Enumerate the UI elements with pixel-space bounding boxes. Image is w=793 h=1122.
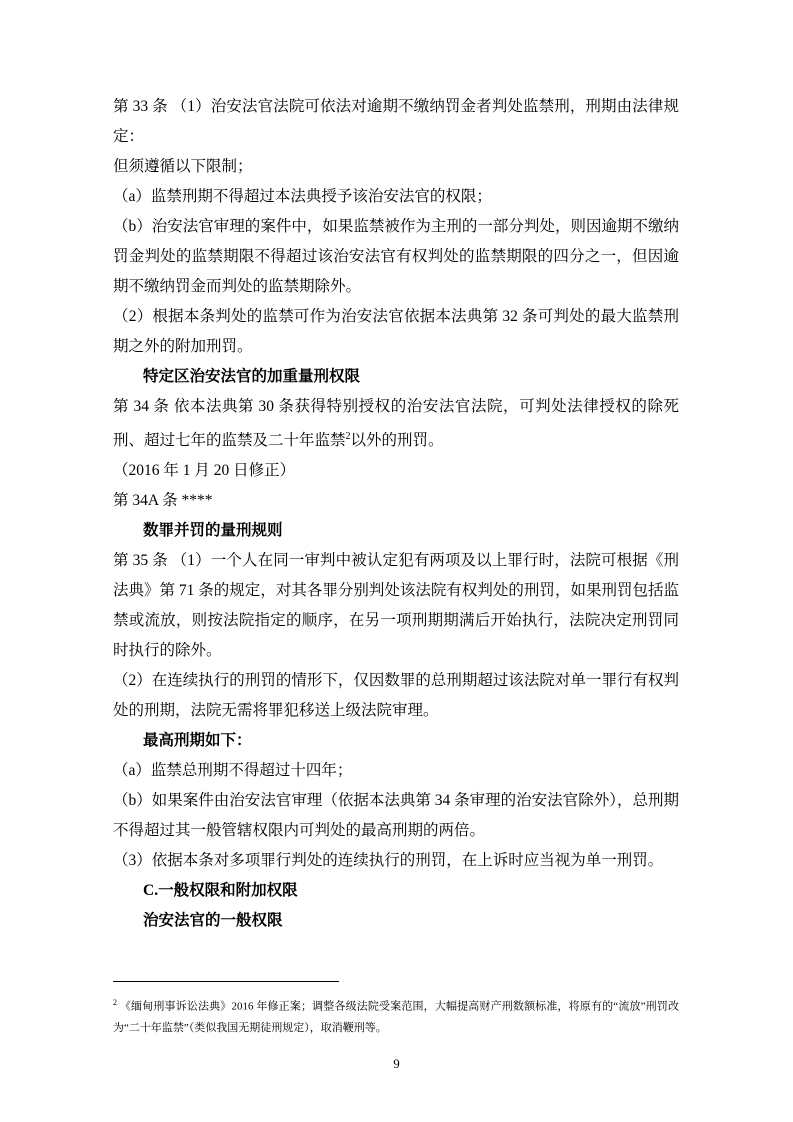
footnote-marker: 2 xyxy=(113,998,117,1007)
footnote-separator xyxy=(113,981,339,982)
paragraph-33-2: （2）根据本条判处的监禁可作为治安法官依据本法典第 32 条可判处的最大监禁刑期之外的附加刑罚。 xyxy=(113,308,679,355)
paragraph-limits-intro: 但须遵循以下限制； xyxy=(113,158,253,175)
paragraph-amendment-date: （2016 年 1 月 20 日修正） xyxy=(113,462,296,480)
document-body xyxy=(113,92,679,936)
paragraph-34 xyxy=(113,392,679,456)
paragraph-34-text-post: 以外的刑罚。 xyxy=(350,432,444,450)
paragraph-33-b: （b）治安法官审理的案件中，如果监禁被作为主刑的一部分判处，则因逾期不缴纳罚金判处的监禁期限不得超过该治安法官有权判处的监禁期限的四分之一，但因逾期不缴纳罚金而判处的监禁期除外。 xyxy=(113,218,679,295)
heading-max-term: 最高刑期如下： xyxy=(143,732,252,750)
footnote-reference: 2 xyxy=(345,431,351,442)
paragraph-33-a: （a）监禁刑期不得超过本法典授予该治安法官的权限； xyxy=(113,188,492,205)
page-number: 9 xyxy=(393,1056,400,1071)
paragraph-35-b: （b）如果案件由治安法官审理（依据本法典第 34 条审理的治安法官除外），总刑期不得超过其一般管辖权限内可判处的最高刑期的两倍。 xyxy=(113,792,679,840)
heading-multiple-offences-rules: 数罪并罚的量刑规则 xyxy=(143,522,283,540)
paragraph-33-1: 第 33 条 （1）治安法官法院可依法对逾期不缴纳罚金者判处监禁刑，刑期由法律规定： xyxy=(113,98,679,145)
paragraph-35-1: 第 35 条 （1）一个人在同一审判中被认定犯有两项及以上罪行时，法院可根据《刑法典》第 71 条的规定，对其各罪分别判处该法院有权判处的刑罚，如果刑罚包括监禁或流放，则按法院指定的顺序，在另一项刑期期满后开始执行，法院决定刑罚同时执行的除外。 xyxy=(113,552,679,660)
heading-general-powers: 治安法官的一般权限 xyxy=(143,912,283,930)
heading-section-c: C.一般权限和附加权限 xyxy=(143,882,298,900)
paragraph-35-a: （a）监禁总刑期不得超过十四年； xyxy=(113,762,353,780)
paragraph-34a: 第 34A 条 **** xyxy=(113,492,213,510)
footnote xyxy=(113,992,679,1039)
paragraph-35-3: （3）依据本条对多项罪行判处的连续执行的刑罚，在上诉时应当视为单一刑罚。 xyxy=(113,852,664,870)
paragraph-35-2: （2）在连续执行的刑罚的情形下，仅因数罪的总刑期超过该法院对单一罪行有权判处的刑期，法院无需将罪犯移送上级法院审理。 xyxy=(113,672,679,720)
heading-special-magistrate-powers: 特定区治安法官的加重量刑权限 xyxy=(143,368,361,385)
paragraph-34-text-pre: 第 34 条 依本法典第 30 条获得特别授权的治安法官法院，可判处法律授权的除死刑、超过七年的监禁及二十年监禁 xyxy=(113,398,679,450)
footnote-text: 《缅甸刑事诉讼法典》2016 年修正案；调整各级法院受案范围，大幅提高财产刑数额标准，将原有的“流放”刑罚改为“二十年监禁”（类似我国无期徒刑规定），取消鞭刑等。 xyxy=(113,1000,679,1034)
